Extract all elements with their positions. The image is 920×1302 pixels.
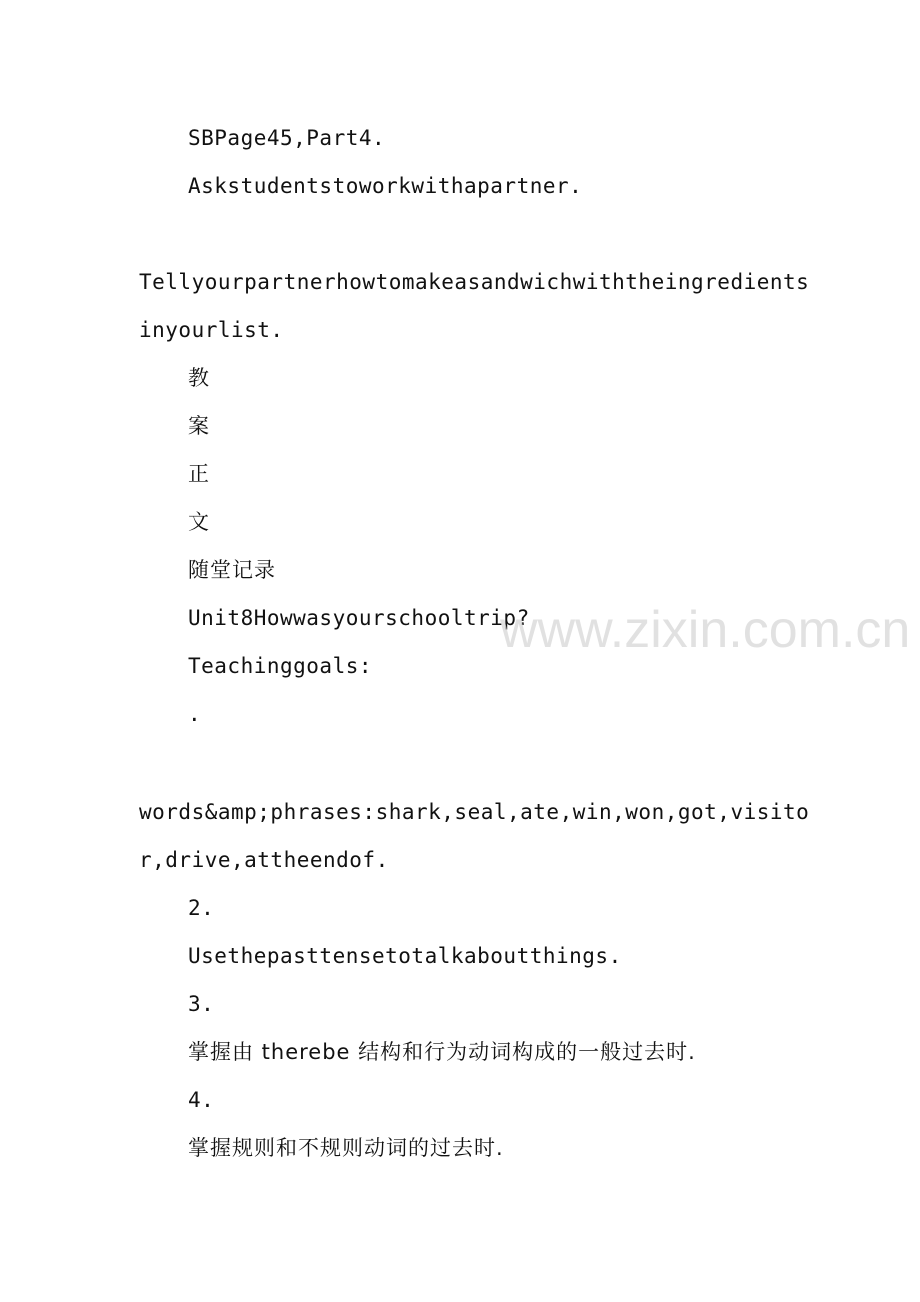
text-line-tell-partner: Tellyourpartnerhowtomakeasandwichwiththeingredients: [139, 270, 810, 294]
text-line-teaching-goals: Teachinggoals:: [188, 654, 373, 678]
text-line-zheng: 正: [188, 462, 210, 486]
text-line-number-4: 4.: [188, 1088, 215, 1112]
text-line-sb-page: SBPage45,Part4.: [188, 126, 386, 150]
text-line-drive: r,drive,attheendof.: [139, 848, 389, 872]
text-line-dot: .: [188, 702, 202, 726]
text-line-in-your-list: inyourlist.: [139, 318, 284, 342]
text-line-number-3: 3.: [188, 992, 215, 1016]
site-watermark: www.zixin.com.cn: [500, 601, 911, 659]
text-line-regular-verbs: 掌握规则和不规则动词的过去时.: [188, 1136, 504, 1160]
text-line-past-tense: Usethepasttensetotalkaboutthings.: [188, 944, 622, 968]
text-line-wen: 文: [188, 510, 210, 534]
text-line-unit-title: Unit8Howwasyourschooltrip?: [188, 606, 530, 630]
text-line-notes: 随堂记录: [188, 558, 276, 582]
text-line-therebe: 掌握由 therebe 结构和行为动词构成的一般过去时.: [188, 1040, 696, 1064]
text-line-jiao: 教: [188, 366, 210, 390]
text-line-words-phrases: words&amp;phrases:shark,seal,ate,win,won,got,visito: [139, 800, 810, 824]
text-line-ask-students: Askstudentstoworkwithapartner.: [188, 174, 583, 198]
text-line-an: 案: [188, 414, 210, 438]
text-line-number-2: 2.: [188, 896, 215, 920]
